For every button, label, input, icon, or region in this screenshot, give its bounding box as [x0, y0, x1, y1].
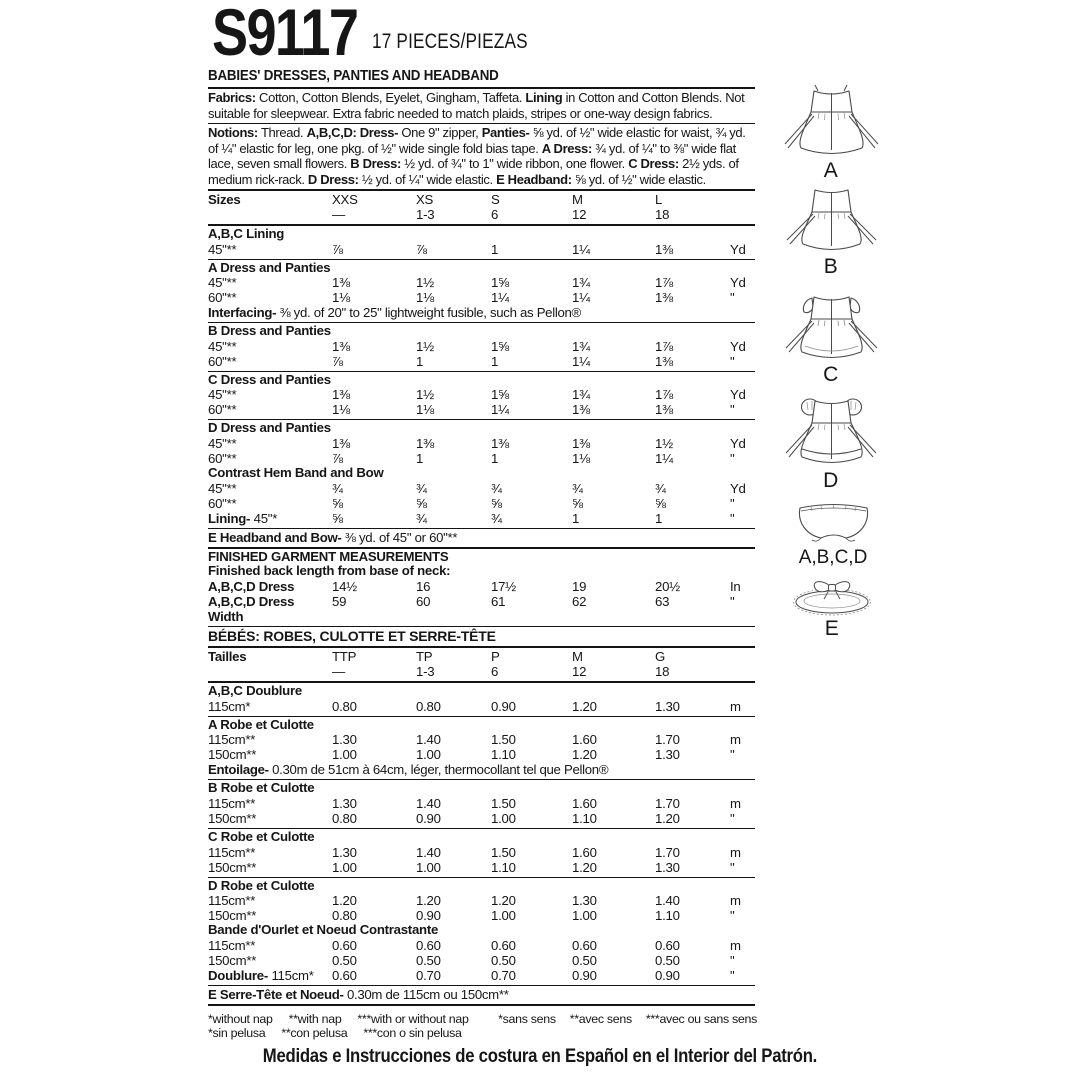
- yardage-value: 1⅞: [655, 387, 673, 403]
- yardage-value: 0.50: [416, 952, 441, 968]
- yardage-value: 1: [491, 241, 499, 257]
- yardage-value: ⅞: [332, 241, 343, 257]
- section-heading: A Dress and Panties: [208, 259, 331, 275]
- view-label-a: A: [823, 159, 839, 182]
- yardage-value: 1¾: [572, 387, 590, 403]
- spanish-note: Medidas e Instrucciones de costura en Español en el Interior del Patrón.: [262, 1046, 818, 1067]
- row-label: Doublure- 115cm*: [208, 967, 314, 983]
- pieces-count: 17 PIECES/PIEZAS: [372, 30, 528, 53]
- yardage-value: 1¼: [572, 353, 590, 369]
- yardage-value: 62: [572, 593, 587, 609]
- yardage-value: ⅝: [655, 495, 666, 511]
- yardage-value: 0.80: [332, 908, 357, 924]
- pattern-number: S9117: [212, 0, 358, 69]
- yardage-value: ¾: [572, 480, 583, 496]
- yardage-value: 0.70: [416, 967, 441, 983]
- unit-label: m: [730, 937, 741, 953]
- yardage-value: 0.90: [655, 967, 680, 983]
- table-row: [208, 579, 755, 594]
- divider: [208, 123, 755, 124]
- yardage-value: 1½: [416, 275, 434, 291]
- table-row: [208, 339, 755, 354]
- yardage-value: 20½: [655, 578, 680, 594]
- yardage-value: ¾: [332, 480, 343, 496]
- yardage-value: 1: [491, 450, 499, 466]
- unit-label: ": [730, 747, 735, 763]
- table-row: [208, 938, 755, 953]
- yardage-value: 1⅝: [491, 387, 509, 403]
- row-label: 60"**: [208, 495, 237, 511]
- divider: [208, 646, 755, 648]
- yardage-value: 0.80: [416, 698, 441, 714]
- illustration-panties: [788, 500, 878, 569]
- size-header-row: [208, 192, 755, 207]
- yardage-value: 1.50: [491, 732, 516, 748]
- table-row: [208, 290, 755, 305]
- yardage-value: 1⅜: [332, 387, 350, 403]
- measurements-heading: Finished back length from base of neck:: [208, 563, 451, 579]
- yardage-value: 0.50: [572, 952, 597, 968]
- table-row: [208, 242, 755, 257]
- view-label-b: B: [823, 255, 839, 278]
- yardage-value: 0.90: [416, 811, 441, 827]
- row-label: A,B,C,D Dress Width: [208, 593, 295, 624]
- yardage-value: ¾: [416, 480, 427, 496]
- unit-label: ": [730, 593, 735, 609]
- section-heading: D Robe et Culotte: [208, 877, 315, 893]
- yardage-value: 1⅜: [332, 338, 350, 354]
- yardage-tables: [208, 189, 755, 1006]
- yardage-value: 14½: [332, 578, 357, 594]
- unit-label: Yd: [730, 241, 746, 257]
- yardage-value: 1⅛: [332, 290, 350, 306]
- divider: [208, 528, 755, 529]
- size-header-label: Sizes: [208, 192, 241, 207]
- yardage-value: 1⅞: [655, 275, 673, 291]
- table-row: [208, 908, 755, 923]
- yardage-value: 1⅛: [572, 450, 590, 466]
- yardage-value: 0.90: [416, 908, 441, 924]
- size-header-label: Tailles: [208, 649, 247, 665]
- yardage-value: 1¼: [655, 450, 673, 466]
- yardage-value: 1⅜: [491, 435, 509, 451]
- yardage-value: 1⅜: [572, 435, 590, 451]
- yardage-value: ¾: [416, 510, 427, 526]
- size-column-label: L: [655, 192, 663, 207]
- table-row: [208, 968, 755, 983]
- table-row: [208, 402, 755, 417]
- yardage-value: 0.60: [416, 937, 441, 953]
- yardage-value: 0.50: [655, 952, 680, 968]
- row-label: 45"**: [208, 435, 237, 451]
- yardage-value: 1⅜: [655, 241, 673, 257]
- size-sub-label: 1-3: [416, 207, 435, 222]
- size-subheader-row: [208, 207, 755, 222]
- yardage-value: ¾: [491, 480, 502, 496]
- view-label-e: E: [824, 617, 840, 640]
- unit-label: ": [730, 510, 735, 526]
- table-row: [208, 436, 755, 451]
- yardage-value: 17½: [491, 578, 516, 594]
- row-label: 60"**: [208, 450, 237, 466]
- yardage-value: ¾: [655, 480, 666, 496]
- yardage-value: ⅝: [572, 495, 583, 511]
- row-label: 45"**: [208, 338, 237, 354]
- note-line: E Serre-Tête et Noeud- 0.30m de 115cm ou 150cm**: [208, 986, 509, 1002]
- yardage-value: 1.00: [332, 747, 357, 763]
- yardage-value: 1.60: [572, 732, 597, 748]
- row-label: Lining- 45"*: [208, 510, 278, 526]
- yardage-value: 1.10: [572, 811, 597, 827]
- yardage-value: 1⅝: [491, 275, 509, 291]
- yardage-value: ¾: [491, 510, 502, 526]
- yardage-value: 1.30: [655, 698, 680, 714]
- yardage-value: 0.60: [655, 937, 680, 953]
- unit-label: ": [730, 290, 735, 306]
- yardage-value: ⅝: [491, 495, 502, 511]
- table-row: [208, 732, 755, 747]
- yardage-value: 1½: [416, 338, 434, 354]
- yardage-value: 0.80: [332, 698, 357, 714]
- row-label: 45"**: [208, 241, 237, 257]
- yardage-value: 1: [491, 353, 499, 369]
- yardage-value: 1¼: [491, 402, 509, 418]
- size-sub-label: —: [332, 207, 345, 222]
- table-row: [208, 811, 755, 826]
- yardage-value: 1.30: [655, 747, 680, 763]
- row-label: 115cm**: [208, 844, 256, 860]
- footnote: ***con o sin pelusa: [363, 1026, 462, 1041]
- footnotes-french: [498, 1012, 757, 1026]
- size-subheader-spacer: [208, 207, 332, 222]
- section-heading: B Dress and Panties: [208, 323, 331, 339]
- yardage-value: ⅝: [416, 495, 427, 511]
- yardage-value: 1.30: [332, 796, 357, 812]
- footnote: **avec sens: [569, 1011, 632, 1026]
- unit-label: ": [730, 967, 735, 983]
- row-label: 150cm**: [208, 952, 257, 968]
- yardage-value: 1¾: [572, 275, 590, 291]
- row-label: 150cm**: [208, 908, 257, 924]
- unit-label: m: [730, 732, 741, 748]
- yardage-value: 1.70: [655, 844, 680, 860]
- yardage-value: 1.20: [655, 811, 680, 827]
- yardage-value: 1.30: [572, 893, 597, 909]
- row-label: 150cm**: [208, 859, 257, 875]
- yardage-value: 1.40: [655, 893, 680, 909]
- garment-title: BABIES' DRESSES, PANTIES AND HEADBAND: [208, 68, 499, 84]
- yardage-value: 1.00: [416, 747, 441, 763]
- yardage-chart: [208, 68, 755, 1041]
- row-label: 115cm**: [208, 732, 256, 748]
- size-column-label: TTP: [332, 649, 357, 665]
- yardage-value: 1⅜: [416, 435, 434, 451]
- size-sub-label: 12: [572, 664, 587, 680]
- size-column-label: S: [491, 192, 500, 207]
- divider: [208, 1004, 755, 1006]
- size-header-row: [208, 649, 755, 664]
- yardage-value: 60: [416, 593, 431, 609]
- table-row: [208, 481, 755, 496]
- footnotes-spanish: [208, 1026, 755, 1041]
- yardage-value: 1.20: [332, 893, 357, 909]
- yardage-value: 1½: [416, 387, 434, 403]
- unit-label: ": [730, 450, 735, 466]
- footnote: *sans sens: [498, 1011, 556, 1026]
- row-label: 115cm**: [208, 937, 256, 953]
- yardage-value: 1: [655, 510, 663, 526]
- row-label: 60"**: [208, 402, 237, 418]
- size-column-label: M: [572, 192, 583, 207]
- row-label: 115cm**: [208, 796, 256, 812]
- yardage-value: ⅞: [332, 353, 343, 369]
- row-label: 60"**: [208, 290, 237, 306]
- section-heading: C Robe et Culotte: [208, 829, 315, 845]
- illustration-dress-a: [770, 84, 892, 183]
- table-row: [208, 354, 755, 369]
- yardage-value: 1.00: [491, 908, 516, 924]
- yardage-value: 1¼: [572, 290, 590, 306]
- unit-label: ": [730, 811, 735, 827]
- table-row: [208, 594, 755, 624]
- yardage-value: 1.70: [655, 796, 680, 812]
- unit-label: ": [730, 402, 735, 418]
- view-label-abcd: A,B,C,D: [798, 547, 868, 568]
- french-section-heading: BÉBÉS: ROBES, CULOTTE ET SERRE-TÊTE: [208, 627, 496, 644]
- yardage-value: 1.00: [491, 811, 516, 827]
- yardage-value: 1¼: [572, 241, 590, 257]
- yardage-value: 1.20: [416, 893, 441, 909]
- table-row: [208, 699, 755, 714]
- yardage-value: 1.10: [655, 908, 680, 924]
- notions-paragraph: Notions: Thread. A,B,C,D: Dress- One 9" zipper, Panties- ⅝ yd. of ½" wide elastic for waist, ¾ yd. of ¼" elastic for leg, one pkg. of ½" wide single fold bias tape. A Dress: ¾ yd. of ¼" to ⅜" wide flat lace, seven small flowers. B Dress: ½ yd. of ¾" to 1" wide ribbon, one flower. C Dress: 2½ yds. of medium rick-rack. D Dress: ½ yd. of ¼" wide elastic. E Headband: ⅝ yd. of ½" wide elastic.: [208, 125, 746, 187]
- unit-label: ": [730, 908, 735, 924]
- section-heading: A,B,C Lining: [208, 226, 285, 241]
- size-column-label: XS: [416, 192, 434, 207]
- yardage-value: 1⅞: [655, 338, 673, 354]
- illustration-dress-d: [770, 396, 892, 493]
- yardage-value: 1.30: [655, 859, 680, 875]
- yardage-value: 1¼: [491, 290, 509, 306]
- yardage-value: 1.20: [572, 859, 597, 875]
- row-label: 115cm*: [208, 698, 251, 714]
- size-subheader-row: [208, 664, 755, 679]
- yardage-value: 1⅛: [416, 290, 434, 306]
- section-heading: A,B,C Doublure: [208, 683, 302, 699]
- unit-label: ": [730, 495, 735, 511]
- yardage-value: 19: [572, 578, 587, 594]
- section-heading: D Dress and Panties: [208, 420, 331, 436]
- yardage-value: 1.30: [332, 844, 357, 860]
- footnote: *without nap: [208, 1011, 273, 1026]
- unit-label: m: [730, 893, 741, 909]
- yardage-value: 61: [491, 593, 506, 609]
- view-label-c: C: [823, 363, 839, 386]
- illustration-dress-c: [770, 292, 892, 387]
- divider: [208, 87, 755, 89]
- section-heading: C Dress and Panties: [208, 371, 331, 387]
- footnotes: [208, 1012, 755, 1041]
- size-sub-label: 6: [491, 207, 499, 222]
- yardage-value: 1.60: [572, 844, 597, 860]
- unit-label: Yd: [730, 275, 746, 291]
- row-label: A,B,C,D Dress: [208, 578, 295, 594]
- table-row: [208, 387, 755, 402]
- table-row: [208, 275, 755, 290]
- section-heading: Contrast Hem Band and Bow: [208, 464, 384, 480]
- footnote: *sin pelusa: [208, 1026, 266, 1041]
- unit-label: Yd: [730, 480, 746, 496]
- yardage-value: 1.50: [491, 796, 516, 812]
- yardage-value: 1.10: [491, 859, 516, 875]
- yardage-value: 1.30: [332, 732, 357, 748]
- size-sub-label: 18: [655, 664, 670, 680]
- size-column-label: G: [655, 649, 666, 665]
- divider: [208, 189, 755, 191]
- yardage-value: 1⅜: [332, 435, 350, 451]
- yardage-value: 1.20: [572, 747, 597, 763]
- yardage-value: 0.50: [332, 952, 357, 968]
- yardage-value: 1⅜: [655, 353, 673, 369]
- size-sub-label: 12: [572, 207, 587, 222]
- yardage-value: 16: [416, 578, 431, 594]
- unit-label: ": [730, 353, 735, 369]
- yardage-value: 0.90: [491, 698, 516, 714]
- yardage-value: 1: [416, 353, 424, 369]
- note-line: Interfacing- ⅜ yd. of 20" to 25" lightweight fusible, such as Pellon®: [208, 305, 581, 321]
- row-label: 150cm**: [208, 747, 257, 763]
- size-subheader-spacer: [208, 664, 332, 679]
- yardage-value: 1.20: [572, 698, 597, 714]
- size-sub-label: 18: [655, 207, 670, 222]
- unit-label: ": [730, 952, 735, 968]
- yardage-value: 0.60: [572, 937, 597, 953]
- yardage-value: 1.00: [572, 908, 597, 924]
- table-row: [208, 893, 755, 908]
- row-label: 150cm**: [208, 811, 257, 827]
- table-row: [208, 747, 755, 762]
- footnote: **con pelusa: [281, 1026, 348, 1041]
- section-heading: B Robe et Culotte: [208, 780, 315, 796]
- divider: [208, 626, 755, 627]
- spanish-note-wrap: [0, 1046, 1080, 1068]
- note-line: E Headband and Bow- ⅜ yd. of 45" or 60"**: [208, 529, 458, 545]
- unit-label: Yd: [730, 387, 746, 403]
- yardage-value: 1.40: [416, 732, 441, 748]
- yardage-value: 0.60: [332, 937, 357, 953]
- footnote: ***avec ou sans sens: [645, 1011, 757, 1026]
- yardage-value: ⅞: [332, 450, 343, 466]
- size-column-label: P: [491, 649, 500, 665]
- table-row: [208, 451, 755, 466]
- yardage-value: 0.60: [491, 937, 516, 953]
- yardage-value: 1.20: [491, 893, 516, 909]
- unit-label: In: [730, 578, 741, 594]
- illustration-dress-b: [770, 186, 892, 279]
- row-label: 60"**: [208, 353, 237, 369]
- row-label: 115cm**: [208, 893, 256, 909]
- view-label-d: D: [823, 469, 839, 492]
- yardage-value: 1.00: [416, 859, 441, 875]
- size-sub-label: 1-3: [416, 664, 435, 680]
- yardage-value: 0.80: [332, 811, 357, 827]
- yardage-value: ⅝: [332, 495, 343, 511]
- yardage-value: 1¾: [572, 338, 590, 354]
- note-line: Entoilage- 0.30m de 51cm à 64cm, léger, thermocollant tel que Pellon®: [208, 762, 609, 778]
- yardage-value: ⅝: [332, 510, 343, 526]
- yardage-value: 1⅛: [416, 402, 434, 418]
- row-label: 45"**: [208, 275, 237, 291]
- yardage-value: 1⅜: [572, 402, 590, 418]
- divider: [208, 985, 755, 986]
- yardage-value: 1.40: [416, 844, 441, 860]
- table-row: [208, 796, 755, 811]
- yardage-value: 1.50: [491, 844, 516, 860]
- unit-label: ": [730, 859, 735, 875]
- yardage-value: 1⅜: [655, 402, 673, 418]
- yardage-value: 0.60: [332, 967, 357, 983]
- table-row: [208, 860, 755, 875]
- fabrics-paragraph: Fabrics: Cotton, Cotton Blends, Eyelet, Gingham, Taffeta. Lining in Cotton and Cotton Blends. Not suitable for sleepwear. Extra fabric needed to match plaids, stripes or one-way design fabrics.: [208, 90, 745, 121]
- yardage-value: 1: [572, 510, 580, 526]
- size-column-label: M: [572, 649, 583, 665]
- size-sub-label: —: [332, 664, 345, 680]
- table-row: [208, 953, 755, 968]
- unit-label: m: [730, 698, 741, 714]
- yardage-value: 1.40: [416, 796, 441, 812]
- footnote: **with nap: [288, 1011, 342, 1026]
- yardage-value: 1.00: [332, 859, 357, 875]
- unit-label: m: [730, 796, 741, 812]
- yardage-value: 1: [416, 450, 424, 466]
- table-row: [208, 496, 755, 511]
- size-column-label: XXS: [332, 192, 358, 207]
- table-row: [208, 511, 755, 526]
- unit-label: m: [730, 844, 741, 860]
- yardage-value: 1.10: [491, 747, 516, 763]
- section-heading: A Robe et Culotte: [208, 716, 314, 732]
- section-heading: Bande d'Ourlet et Noeud Contrastante: [208, 922, 439, 938]
- yardage-value: 1½: [655, 435, 673, 451]
- yardage-value: 59: [332, 593, 347, 609]
- unit-label: Yd: [730, 338, 746, 354]
- yardage-value: 1.60: [572, 796, 597, 812]
- yardage-value: 1.70: [655, 732, 680, 748]
- yardage-value: 63: [655, 593, 670, 609]
- yardage-value: 1⅝: [491, 338, 509, 354]
- divider: [208, 224, 755, 226]
- row-label: 45"**: [208, 387, 237, 403]
- yardage-value: 0.70: [491, 967, 516, 983]
- yardage-value: 1⅜: [332, 275, 350, 291]
- measurements-heading: FINISHED GARMENT MEASUREMENTS: [208, 548, 449, 564]
- yardage-value: 1⅜: [655, 290, 673, 306]
- yardage-value: ⅞: [416, 241, 427, 257]
- footnote: ***with or without nap: [357, 1011, 469, 1026]
- yardage-value: 0.90: [572, 967, 597, 983]
- size-sub-label: 6: [491, 664, 499, 680]
- yardage-value: 1⅛: [332, 402, 350, 418]
- unit-label: Yd: [730, 435, 746, 451]
- row-label: 45"**: [208, 480, 237, 496]
- size-column-label: TP: [416, 649, 433, 665]
- table-row: [208, 845, 755, 860]
- illustration-headband: [780, 574, 884, 641]
- yardage-value: 0.50: [491, 952, 516, 968]
